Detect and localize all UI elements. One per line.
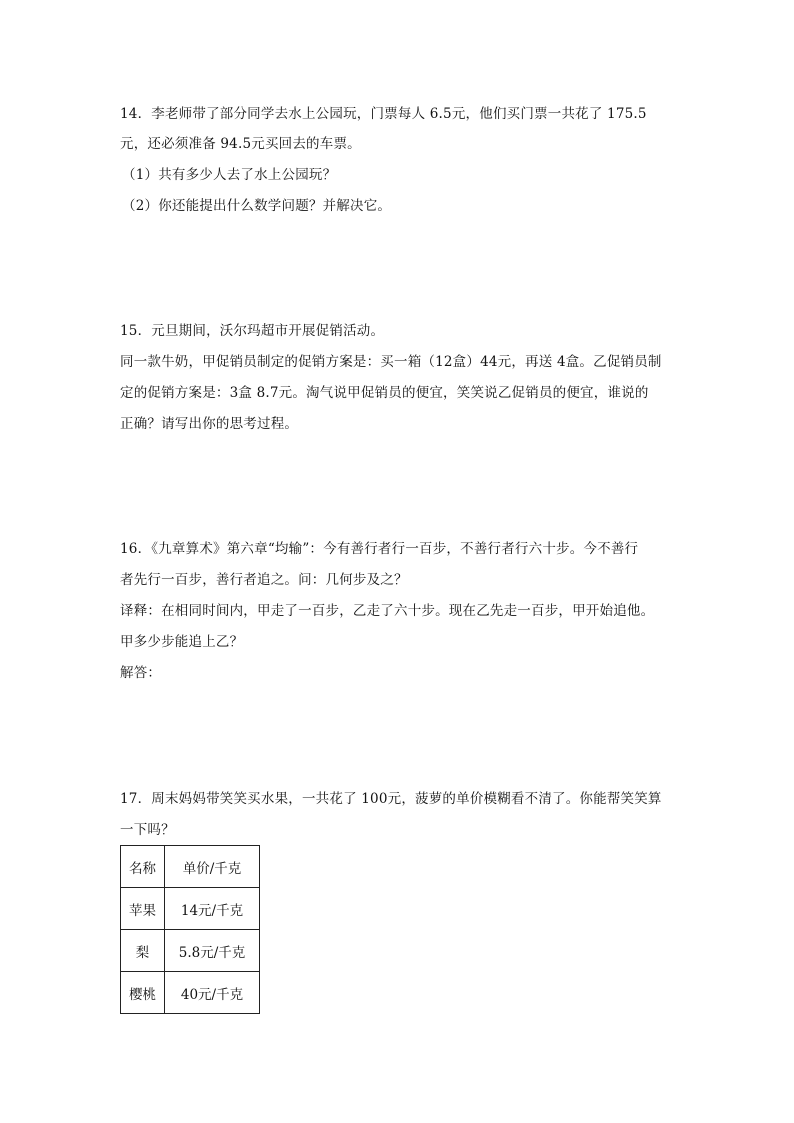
q14-text-line-2: 元，还必须准备 94.5元买回去的车票。 (120, 136, 361, 152)
q14-subquestion-1: （1）共有多少人去了水上公园玩？ (122, 167, 337, 183)
q16-answer-label: 解答： (120, 665, 162, 681)
q14-text-line-1: 14．李老师带了部分同学去水上公园玩，门票每人 6.5元，他们买门票一共花了 175.5 (120, 106, 647, 122)
table-cell-price: 14元/千克 (165, 888, 260, 930)
q15-text-line-1: 15．元旦期间，沃尔玛超市开展促销活动。 (120, 323, 385, 339)
table-header-name: 名称 (121, 846, 165, 888)
table-cell-price: 5.8元/千克 (165, 930, 260, 972)
q16-text-line-2: 者先行一百步，善行者追之。问：几何步及之？ (120, 572, 408, 588)
q17-text-line-2: 一下吗？ (120, 822, 175, 838)
q16-translation-line-1: 译释：在相同时间内，甲走了一百步，乙走了六十步。现在乙先走一百步，甲开始追他。 (120, 603, 655, 619)
table-row (121, 888, 260, 930)
table-cell-name: 梨 (121, 930, 165, 972)
table-row (121, 930, 260, 972)
table-cell-name: 苹果 (121, 888, 165, 930)
q17-text-line-1: 17．周末妈妈带笑笑买水果，一共花了 100元，菠萝的单价模糊看不清了。你能帮笑笑算 (120, 791, 662, 807)
table-cell-price: 40元/千克 (165, 972, 260, 1014)
q16-translation-line-2: 甲多少步能追上乙？ (120, 634, 244, 650)
q16-text-line-1: 16．《九章算术》第六章“均输”：今有善行者行一百步，不善行者行六十步。今不善行 (120, 541, 639, 557)
q15-text-line-4: 正确？请写出你的思考过程。 (120, 416, 299, 432)
q14-subquestion-2: （2）你还能提出什么数学问题？并解决它。 (122, 198, 392, 214)
table-header-row (121, 846, 260, 888)
fruit-price-table (120, 845, 260, 1014)
q15-text-line-3: 定的促销方案是：3盒 8.7元。淘气说甲促销员的便宜，笑笑说乙促销员的便宜，谁说的 (120, 385, 649, 401)
q15-text-line-2: 同一款牛奶，甲促销员制定的促销方案是：买一箱（12盒）44元，再送 4盒。乙促销员制 (120, 354, 662, 370)
table-header-price: 单价/千克 (165, 846, 260, 888)
table-cell-name: 樱桃 (121, 972, 165, 1014)
table-row (121, 972, 260, 1014)
